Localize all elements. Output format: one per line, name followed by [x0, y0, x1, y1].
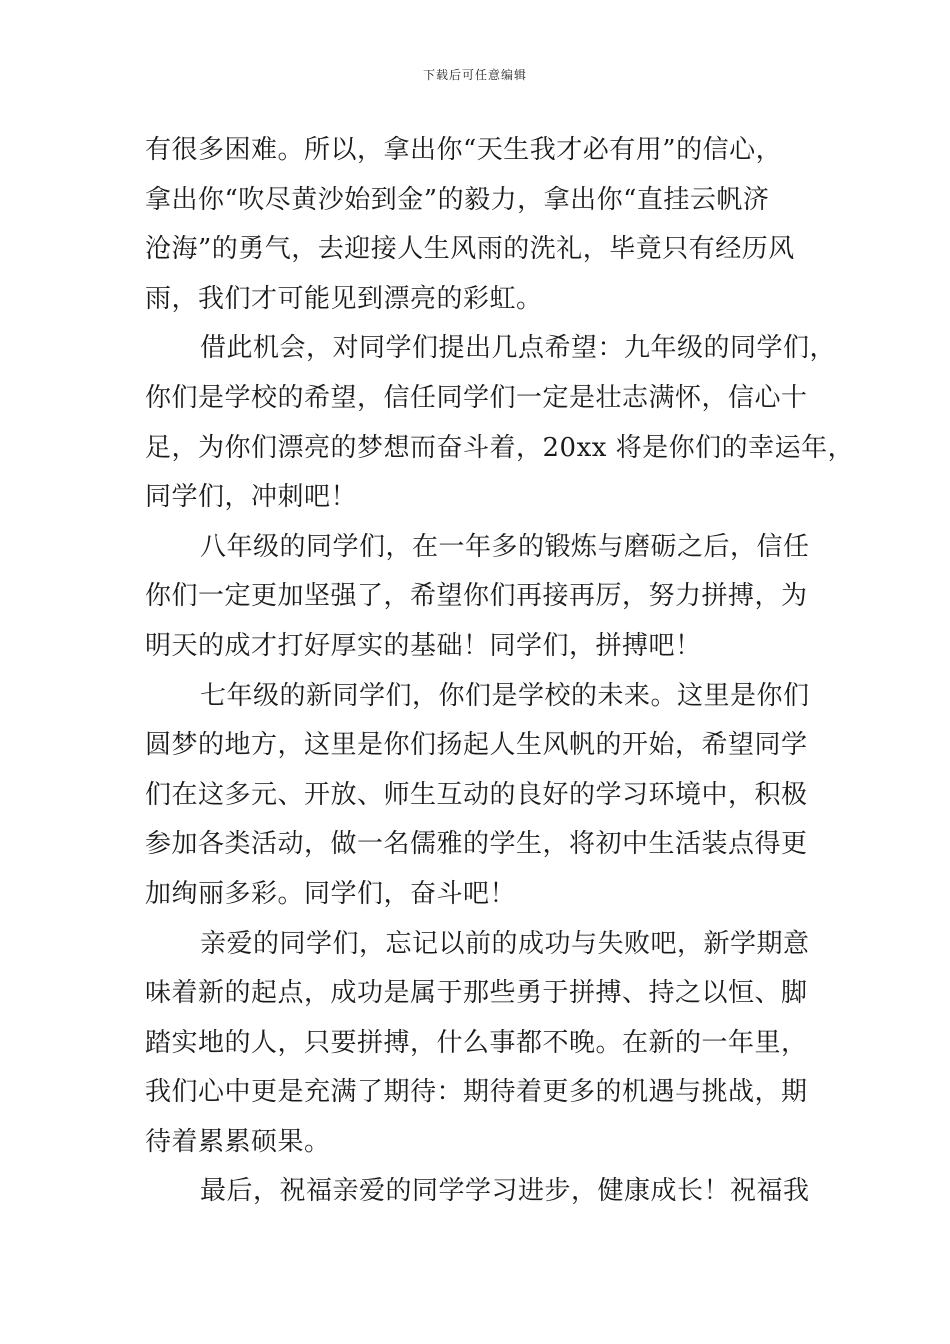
text-line: 雨，我们才可能见到漂亮的彩虹。 — [145, 283, 543, 314]
text-line: 待着累累硕果。 — [145, 1126, 331, 1157]
text-line: 我们心中更是充满了期待：期待着更多的机遇与挑战，期 — [145, 1077, 808, 1108]
text-line: 同学们，冲刺吧！ — [145, 482, 358, 513]
text-line: 味着新的起点，成功是属于那些勇于拼搏、持之以恒、脚 — [145, 978, 808, 1009]
text-line: 参加各类活动，做一名儒雅的学生，将初中生活装点得更 — [145, 829, 808, 860]
text-line: 拿出你“吹尽黄沙始到金”的毅力，拿出你“直挂云帆济 — [145, 184, 770, 215]
text-line: 你们一定更加坚强了，希望你们再接再厉，努力拼搏，为 — [145, 581, 808, 612]
paragraph-first-line: 八年级的同学们，在一年多的锻炼与磨砺之后，信任 — [200, 531, 810, 562]
text-line: 足，为你们漂亮的梦想而奋斗着，20xx 将是你们的幸运年， — [145, 432, 855, 463]
text-line: 们在这多元、开放、师生互动的良好的学习环境中，积极 — [145, 779, 808, 810]
text-line: 明天的成才打好厚实的基础！同学们，拼搏吧！ — [145, 630, 702, 661]
text-line: 有很多困难。所以，拿出你“天生我才必有用”的信心， — [145, 135, 783, 165]
paragraph-first-line: 最后，祝福亲爱的同学学习进步，健康成长！祝福我 — [200, 1176, 810, 1207]
text-line: 加绚丽多彩。同学们，奋斗吧！ — [145, 878, 517, 909]
header-note: 下载后可任意编辑 — [422, 68, 527, 82]
paragraph-first-line: 借此机会，对同学们提出几点希望：九年级的同学们， — [200, 333, 837, 364]
document-body — [145, 126, 855, 1217]
paragraph-first-line: 七年级的新同学们，你们是学校的未来。这里是你们 — [200, 680, 810, 711]
paragraph-first-line: 亲爱的同学们，忘记以前的成功与失败吧，新学期意 — [200, 928, 810, 959]
text-line: 踏实地的人，只要拼搏，什么事都不晚。在新的一年里， — [145, 1027, 808, 1058]
text-line: 圆梦的地方，这里是你们扬起人生风帆的开始，希望同学 — [145, 730, 808, 761]
text-line: 你们是学校的希望，信任同学们一定是壮志满怀，信心十 — [145, 382, 808, 413]
text-line: 沧海”的勇气，去迎接人生风雨的洗礼，毕竟只有经历风 — [145, 234, 795, 265]
